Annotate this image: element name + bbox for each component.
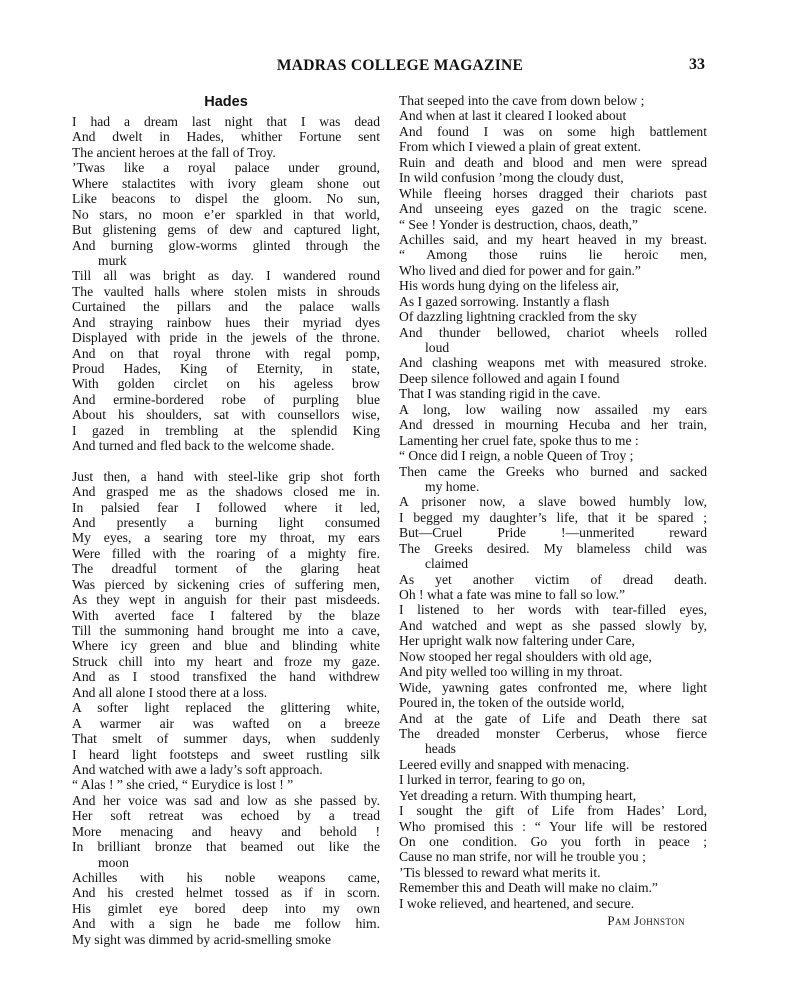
poem-line: Were filled with the roaring of a mighty fire.: [72, 545, 380, 561]
poem-line: Now stooped her regal shoulders with old age,: [399, 648, 652, 664]
page-header: [0, 54, 800, 78]
poem-line: And watched and wept as she passed slowly by,: [399, 617, 707, 633]
poem-line: Wide, yawning gates confronted me, where light: [399, 679, 707, 695]
poem-line: Was pierced by sickening cries of suffering men,: [72, 576, 380, 592]
poem-line: “ Once did I reign, a noble Queen of Troy ;: [399, 448, 634, 464]
poem-line: Remember this and Death will make no claim.”: [399, 880, 658, 896]
poem-line: I heard light footsteps and sweet rustling silk: [72, 746, 380, 762]
poem-line: The vaulted halls where stolen mists in shrouds: [72, 283, 380, 299]
poem-column-left: [72, 92, 380, 947]
poem-line: Like beacons to dispel the gloom. No sun,: [72, 191, 380, 207]
poem-line: Proud Hades, King of Eternity, in state,: [72, 361, 380, 376]
poem-line: And ermine-bordered robe of purpling blue: [72, 391, 380, 407]
poem-line: Till the summoning hand brought me into a cave,: [72, 623, 380, 638]
poem-line: And dressed in mourning Hecuba and her train,: [399, 417, 707, 433]
poem-line: my home.: [425, 478, 480, 494]
poem-line: Of dazzling lightning crackled from the sky: [399, 309, 637, 325]
poem-line: And when at last it cleared I looked about: [399, 108, 627, 124]
poem-line: And all alone I stood there at a loss.: [72, 684, 268, 700]
poem-line: A softer light replaced the glittering white,: [72, 700, 380, 716]
poem-line: As I gazed sorrowing. Instantly a flash: [399, 293, 610, 309]
poem-line: A long, low wailing now assailed my ears: [399, 401, 707, 417]
poem-line: And found I was on some high battlement: [399, 123, 707, 139]
poem-line: And thunder bellowed, chariot wheels rolled: [399, 324, 707, 340]
poem-line: And straying rainbow hues their myriad dyes: [72, 314, 380, 330]
poem-line: That seeped into the cave from down below ;: [399, 93, 645, 108]
stanza-break: [72, 454, 380, 469]
poem-line: Struck chill into my heart and froze my gaze.: [72, 653, 380, 669]
poem-line: The dreadful torment of the glaring heat: [72, 561, 380, 577]
poem-line: Lamenting her cruel fate, spoke thus to me :: [399, 432, 639, 448]
poem-line: His gimlet eye bored deep into my own: [72, 900, 380, 916]
poem-line: Who promised this : “ Your life will be restored: [399, 818, 707, 834]
poem-line: moon: [98, 854, 129, 870]
poem-line: I woke relieved, and heartened, and secure.: [399, 895, 635, 911]
poem-line: I gazed in trembling at the splendid King: [72, 422, 380, 438]
poem-line: Achilles said, and my heart heaved in my breast.: [399, 231, 707, 247]
poem-line: Achilles with his noble weapons came,: [72, 870, 380, 885]
poem-line: Where icy green and blue and blinding white: [72, 638, 380, 654]
poem-line: I lurked in terror, fearing to go on,: [399, 772, 586, 788]
poem-line: Her soft retreat was echoed by a tread: [72, 808, 380, 824]
poem-line: And clashing weapons met with measured stroke.: [399, 355, 707, 371]
poem-line: Curtained the pillars and the palace walls: [72, 299, 380, 315]
poem-line: On one condition. Go you forth in peace ;: [399, 834, 707, 849]
poem-line: I had a dream last night that I was dead: [72, 114, 380, 129]
poem-author: Pam Johnston: [607, 913, 685, 929]
poem-line: But glistening gems of dew and captured light,: [72, 222, 380, 238]
poem-line: Where stalactites with ivory gleam shone out: [72, 175, 380, 191]
poem-column-right: [399, 93, 707, 929]
poem-line: And on that royal throne with regal pomp,: [72, 345, 380, 361]
poem-line: Oh ! what a fate was mine to fall so low.”: [399, 587, 625, 602]
poem-line: Then came the Greeks who burned and sacked: [399, 463, 707, 479]
journal-title: MADRAS COLLEGE MAGAZINE: [276, 57, 524, 74]
poem-line: “ See ! Yonder is destruction, chaos, death,”: [399, 216, 638, 232]
poem-line: And turned and fled back to the welcome shade.: [72, 438, 335, 454]
poem-line: Poured in, the token of the outside world,: [399, 695, 625, 711]
poem-line: Yet dreading a return. With thumping heart,: [399, 787, 637, 803]
page-number: 33: [689, 56, 705, 73]
poem-line: I listened to her words with tear-filled eyes,: [399, 602, 707, 618]
poem-line: About his shoulders, sat with counsellors wise,: [72, 407, 380, 423]
poem-line: “ Alas ! ” she cried, “ Eurydice is lost ! ”: [72, 777, 294, 793]
poem-line: And watched with awe a lady’s soft approach.: [72, 761, 323, 777]
poem-line: And burning glow-worms glinted through the: [72, 237, 380, 253]
poem-line: That smelt of summer days, when suddenly: [72, 731, 380, 747]
poem-line: loud: [425, 340, 450, 355]
poem-line: Ruin and death and blood and men were spread: [399, 154, 707, 170]
poem-line: With golden circlet on his ageless brow: [72, 376, 380, 392]
poem-line: Who lived and died for power and for gain.”: [399, 262, 641, 278]
poem-line: My sight was dimmed by acrid-smelling smoke: [72, 931, 332, 947]
poem-line: More menacing and heavy and behold !: [72, 823, 380, 839]
poem-line: A prisoner now, a slave bowed humbly low,: [399, 494, 707, 510]
poem-line: With averted face I faltered by the blaze: [72, 607, 380, 623]
poem-line: Just then, a hand with steel-like grip shot forth: [72, 468, 380, 484]
poem-line: That I was standing rigid in the cave.: [399, 386, 601, 402]
poem-line: And presently a burning light consumed: [72, 514, 380, 530]
poem-line: And unseeing eyes gazed on the tragic scene.: [399, 201, 707, 217]
poem-line: “ Among those ruins lie heroic men,: [399, 247, 707, 263]
poem-line: I sought the gift of Life from Hades’ Lord,: [399, 803, 707, 819]
poem-line: Displayed with pride in the jewels of the throne.: [72, 330, 380, 346]
poem-line: As they wept in anguish for their past misdeeds.: [72, 592, 380, 608]
poem-line: Deep silence followed and again I found: [399, 370, 620, 386]
poem-line: And at the gate of Life and Death there sat: [399, 710, 707, 726]
poem-line: And pity welled too willing in my throat.: [399, 664, 623, 680]
poem-line: No stars, no moon e’er sparkled in that world,: [72, 206, 380, 222]
poem-line: From which I viewed a plain of great extent.: [399, 139, 641, 155]
poem-line: And grasped me as the shadows closed me in.: [72, 484, 380, 500]
poem-line: While fleeing horses dragged their chariots past: [399, 185, 707, 201]
poem-line: As yet another victim of dread death.: [399, 571, 707, 587]
poem-title: Hades: [204, 94, 248, 110]
poem-line: Her upright walk now faltering under Care,: [399, 633, 635, 649]
poem-line: A warmer air was wafted on a breeze: [72, 715, 380, 731]
poem-line: Till all was bright as day. I wandered round: [72, 268, 380, 284]
poem-line: But—Cruel Pride !—unmerited reward: [399, 525, 707, 541]
poem-line: ’Twas like a royal palace under ground,: [72, 160, 380, 176]
poem-line: In brilliant bronze that beamed out like the: [72, 839, 380, 855]
poem-line: The ancient heroes at the fall of Troy.: [72, 144, 276, 160]
poem-line: heads: [425, 741, 456, 757]
poem-line: In wild confusion ’mong the cloudy dust,: [399, 170, 624, 186]
poem-line: The dreaded monster Cerberus, whose fierce: [399, 725, 707, 741]
poem-line: And dwelt in Hades, whither Fortune sent: [72, 129, 380, 145]
poem-line: The Greeks desired. My blameless child was: [399, 540, 707, 556]
poem-line: And with a sign he bade me follow him.: [72, 916, 380, 932]
poem-line: My eyes, a searing tore my throat, my ears: [72, 530, 380, 546]
poem-line: I begged my daughter’s life, that it be spared ;: [399, 509, 707, 525]
poem-line: ’Tis blessed to reward what merits it.: [399, 864, 601, 880]
poem-line: And as I stood transfixed the hand withdrew: [72, 669, 380, 685]
poem-line: Leered evilly and snapped with menacing.: [399, 756, 630, 772]
poem-line: His words hung dying on the lifeless air,: [399, 278, 619, 294]
poem-line: And her voice was sad and low as she passed by.: [72, 792, 380, 808]
poem-line: murk: [98, 252, 127, 268]
poem-line: In palsied fear I followed where it led,: [72, 499, 380, 515]
poem-line: And his crested helmet tossed as if in scorn.: [72, 885, 380, 901]
poem-line: claimed: [425, 556, 469, 572]
poem-line: Cause no man strife, nor will he trouble you ;: [399, 849, 646, 865]
